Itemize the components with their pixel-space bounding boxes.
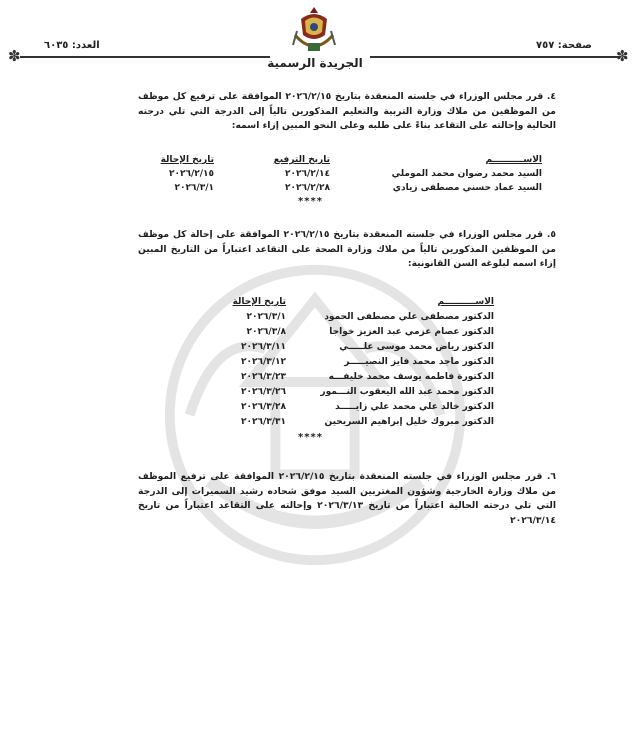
jordan-crest-icon — [291, 5, 337, 57]
ornament-left-icon: ✽ — [8, 47, 21, 65]
table-row-retirement-date: ٢٠٢٦/٢/١٥ — [168, 169, 214, 179]
table-row-promotion-date: ٢٠٢٦/٢/٢٨ — [284, 183, 330, 193]
table-row-name: الدكتورة فاطمه يوسف محمد خليفـــه — [328, 372, 494, 382]
table-row-retirement-date: ٢٠٢٦/٣/١٢ — [240, 357, 286, 367]
col-header-name: الاســــــــــم — [437, 297, 494, 307]
table-row-retirement-date: ٢٠٢٦/٣/١١ — [240, 342, 286, 352]
table-row-name: الدكتور رياض محمد موسى علـــــي — [339, 342, 494, 352]
table-row-retirement-date: ٢٠٢٦/٣/٢٣ — [240, 372, 286, 382]
page-number: صفحة: ٧٥٧ — [536, 40, 592, 51]
separator-stars: **** — [298, 196, 323, 207]
table-row-retirement-date: ٢٠٢٦/٣/٢٨ — [240, 402, 286, 412]
table-row-retirement-date: ٢٠٢٦/٣/٨ — [246, 327, 286, 337]
col-header-retirement-date: تاريخ الإحالة — [232, 297, 286, 307]
table-row-retirement-date: ٢٠٢٦/٣/٢٦ — [240, 387, 286, 397]
table-row-name: السيد محمد رضوان محمد الموملي — [391, 169, 542, 179]
section-4-text: ٤. قرر مجلس الوزراء في جلسته المنعقدة بتاريخ ٢٠٢٦/٢/١٥ الموافقة على ترفيع كل موظف من الموظفين من ملاك وزارة التربية والتعليم المذكورين تالياً إلى الدرجة التي تلي درجته الحالية وإحالته على التقاعد بناءً على طلبه وعلى النحو المبين إزاء اسمه: — [138, 91, 556, 131]
table-row-name: الدكتور محمد عبد الله اليعقوب النـــمور — [320, 387, 494, 397]
col-header-promotion-date: تاريخ الترفيع — [273, 155, 330, 165]
table-row-name: الدكتور مصطفى علي مصطفى الحمود — [324, 312, 494, 322]
header-rule-left — [20, 56, 270, 58]
table-row-retirement-date: ٢٠٢٦/٣/١ — [174, 183, 214, 193]
table-row-retirement-date: ٢٠٢٦/٣/١ — [246, 312, 286, 322]
section-6-text: ٦. قرر مجلس الوزراء في جلسته المنعقدة بتاريخ ٢٠٢٦/٢/١٥ الموافقة على ترفيع الموظف من ملاك وزارة الخارجية وشؤون المغتربين السيد موفق شحاده رشيد السميرات إلى الدرجة التي تلي درجته الحالية اعتباراً من تاريخ ٢٠٢٦/٣/١٣ وإحالته على التقاعد اعتباراً من تاريخ ٢٠٢٦/٣/١٤ — [138, 471, 556, 526]
ornament-right-icon: ✽ — [616, 47, 629, 65]
issue-number: العدد: ٦٠٣٥ — [44, 40, 100, 51]
section-5-text: ٥. قرر مجلس الوزراء في جلسته المنعقدة بتاريخ ٢٠٢٦/٢/١٥ الموافقة على إحالة كل موظف من الموظفين المذكورين تالياً من ملاك وزارة الصحة على التقاعد اعتباراً من التاريخ المبين إزاء اسمه لبلوغه السن القانونية: — [138, 229, 556, 269]
table-row-name: الدكتور مبروك خليل إبراهيم السريحين — [324, 417, 494, 427]
header-rule-right — [370, 56, 620, 58]
gazette-title: الجريدة الرسمية — [267, 56, 363, 70]
table-row-promotion-date: ٢٠٢٦/٢/١٤ — [284, 169, 330, 179]
table-row-name: الدكتور خالد علي محمد علي زايـــــد — [335, 402, 494, 412]
table-row-retirement-date: ٢٠٢٦/٣/٣١ — [240, 417, 286, 427]
table-row-name: الدكتور ماجد محمد فايز النصيـــــر — [344, 357, 494, 367]
table-row-name: الدكتور عصام عزمي عبد العزيز خواجا — [329, 327, 494, 337]
separator-stars: **** — [298, 432, 323, 443]
col-header-name: الاســــــــــم — [485, 155, 542, 165]
table-row-name: السيد عماد حسني مصطفى زيادي — [392, 183, 542, 193]
col-header-retirement-date: تاريخ الإحالة — [160, 155, 214, 165]
